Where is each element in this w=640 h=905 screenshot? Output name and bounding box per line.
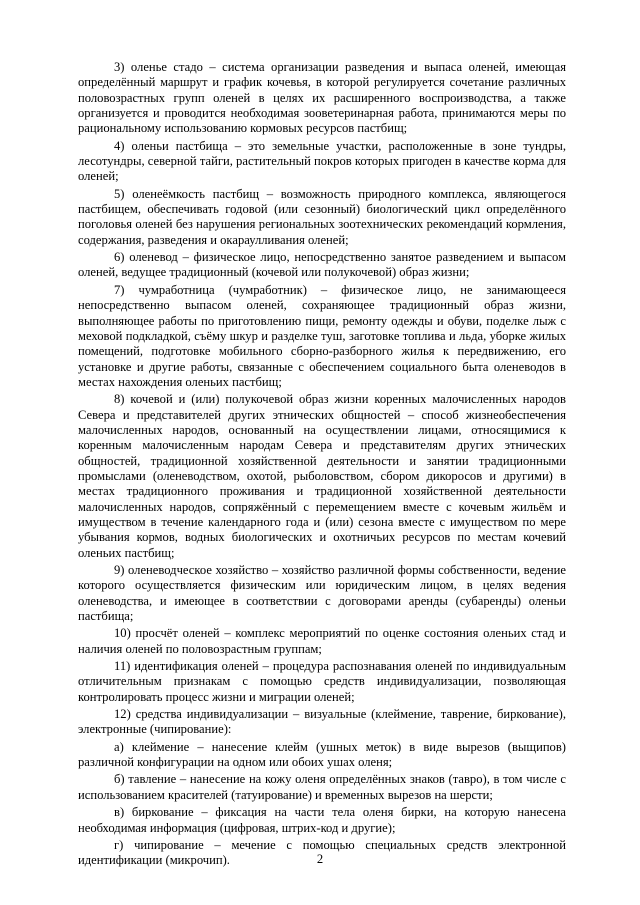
paragraph-item-10: 10) просчёт оленей – комплекс мероприятий по оценке состояния оленьих стад и наличия оленей по половозрастным группам; (78, 626, 566, 656)
paragraph-item-12: 12) средства индивидуализации – визуальные (клеймение, таврение, биркование), электронные (чипирование): (78, 707, 566, 737)
page-number: 2 (316, 852, 324, 866)
paragraph-item-11: 11) идентификация оленей – процедура распознавания оленей по индивидуальным отличительным признакам с помощью средств индивидуализации, позволяющая контролировать процесс жизни и миграции оленей; (78, 659, 566, 704)
paragraph-subitem-v: в) биркование – фиксация на части тела оленя бирки, на которую нанесена необходимая информация (цифровая, штрих-код и другие); (78, 805, 566, 835)
paragraph-item-7: 7) чумработница (чумработник) – физическое лицо, не занимающееся непосредственно выпасом оленей, сохраняющее традиционный образ жизни, выполняющее работы по приготовлению пищи, ремонту одежды и обуви, поделке лыж с меховой подкладкой, съёму шкур и разделке туш, заготовке топлива и льда, уборке жилых помещений, подготовке мобильного сборно-разборного жилья к передвижению, его установке и другие работы, связанные с обеспечением социального быта оленеводов в местах нахождения оленьих пастбищ; (78, 282, 566, 389)
paragraph-item-5: 5) оленеёмкость пастбищ – возможность природного комплекса, являющегося пастбищем, обеспечивать годовой (или сезонный) биологический цикл определённого поголовья оленей без нарушения региональных зоотехнических рекомендаций кормления, содержания, разведения и окараулливания оленей; (78, 186, 566, 247)
document-body (78, 60, 566, 871)
paragraph-item-4: 4) оленьи пастбища – это земельные участки, расположенные в зоне тундры, лесотундры, северной тайги, растительный покров которых пригоден в качестве корма для оленей; (78, 138, 566, 184)
paragraph-subitem-b: б) тавление – нанесение на кожу оленя определённых знаков (тавро), в том числе с использованием красителей (татуирование) и временных вырезов на шерсти; (78, 772, 566, 802)
paragraph-subitem-g: г) чипирование – мечение с помощью специальных средств электронной идентификации (микрочип). (78, 837, 566, 868)
paragraph-item-8: 8) кочевой и (или) полукочевой образ жизни коренных малочисленных народов Севера и представителей других этнических общностей – способ жизнеобеспечения малочисленных народов, основанный на осуществлении лицами, относящимися к коренным малочисленным народам Севера и представителям других этнических общностей, традиционной хозяйственной деятельности и занятии традиционными промыслами (оленеводством, охотой, рыболовством, сбором дикоросов и другими) в местах традиционного проживания и традиционной хозяйственной деятельности малочисленных народов, сопряжённый с перемещением вместе с кочевым жильём и имуществом в течение календарного года и (или) сезона вместе с имуществом по мере убывания кормов, водных биологических и охотничьих ресурсов по местам кочевий оленьих пастбищ; (78, 392, 566, 560)
paragraph-item-9: 9) оленеводческое хозяйство – хозяйство различной формы собственности, ведение которого осуществляется физическим или юридическим лицом, в целях ведения оленеводства, и имеющее в соответствии с договорами аренды (субаренды) оленьи пастбища; (78, 563, 566, 624)
paragraph-item-3: 3) оленье стадо – система организации разведения и выпаса оленей, имеющая определённый маршрут и график кочевья, в которой регулируется сочетание различных половозрастных групп оленей в целях их расширенного воспроизводства, а также организуется и проводится необходимая зооветеринарная работа, принимаются меры по рациональному использованию кормовых ресурсов пастбищ; (78, 60, 566, 136)
paragraph-item-6: 6) оленевод – физическое лицо, непосредственно занятое разведением и выпасом оленей, ведущее традиционный (кочевой или полукочевой) образ жизни; (78, 250, 566, 280)
paragraph-subitem-a: а) клеймение – нанесение клейм (ушных меток) в виде вырезов (выщипов) различной конфигурации на одном или обоих ушах оленя; (78, 739, 566, 770)
